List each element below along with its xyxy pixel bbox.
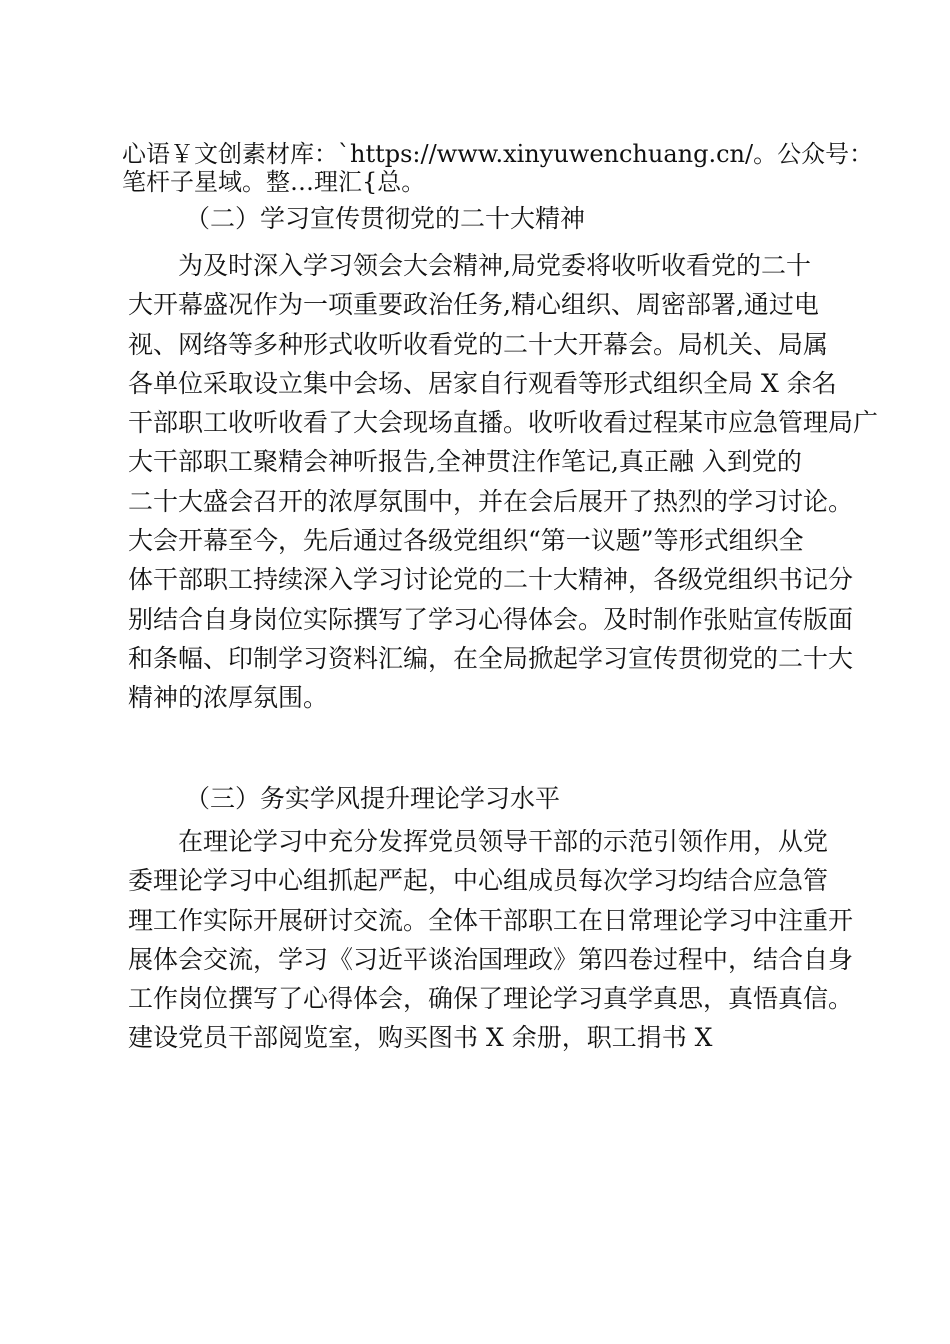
paragraph-line: 在理论学习中充分发挥党员领导干部的示范引领作用，从党 bbox=[178, 827, 829, 856]
section-2-paragraph bbox=[128, 246, 879, 718]
paragraph-line: 展体会交流，学习《习近平谈治国理政》第四卷过程中，结合自身 bbox=[128, 944, 854, 974]
paragraph-line: 理工作实际开展研讨交流。全体干部职工在日常理论学习中注重开 bbox=[128, 905, 854, 935]
source-header bbox=[122, 140, 882, 196]
paragraph-line: 大干部职工聚精会神听报告,全神贯注作笔记,真正融 入到党的 bbox=[128, 447, 802, 477]
paragraph-line: 视、网络等多种形式收听收看党的二十大开幕会。局机关、局属 bbox=[128, 329, 829, 359]
paragraph-line: 大开幕盛况作为一项重要政治任务,精心组织、周密部署,通过电 bbox=[128, 290, 819, 320]
paragraph-line: 体干部职工持续深入学习讨论党的二十大精神，各级党组织书记分 bbox=[128, 565, 854, 595]
section-heading-3: （三）务实学风提升理论学习水平 bbox=[185, 784, 561, 813]
paragraph-line: 大会开幕至今，先后通过各级党组织“第一议题”等形式组织全 bbox=[128, 526, 804, 556]
paragraph-line: 建设党员干部阅览室，购买图书 X 余册，职工捐书 X bbox=[128, 1023, 713, 1053]
section-3-paragraph bbox=[128, 822, 854, 1058]
paragraph-line: 和条幅、印制学习资料汇编，在全局掀起学习宣传贯彻党的二十大 bbox=[128, 643, 854, 673]
header-line: 笔杆子星域。整…理汇{总。 bbox=[122, 168, 426, 196]
paragraph-line: 委理论学习中心组抓起严起，中心组成员每次学习均结合应急管 bbox=[128, 866, 829, 896]
paragraph-line: 干部职工收听收看了大会现场直播。收听收看过程某市应急管理局广 bbox=[128, 408, 879, 438]
paragraph-line: 工作岗位撰写了心得体会，确保了理论学习真学真思，真悟真信。 bbox=[128, 984, 854, 1014]
paragraph-line: 各单位采取设立集中会场、居家自行观看等形式组织全局 X 余名 bbox=[128, 368, 837, 398]
paragraph-line: 二十大盛会召开的浓厚氛围中，并在会后展开了热烈的学习讨论。 bbox=[128, 486, 854, 516]
section-heading-2: （二）学习宣传贯彻党的二十大精神 bbox=[185, 204, 586, 233]
paragraph-line: 为及时深入学习领会大会精神,局党委将收听收看党的二十 bbox=[178, 251, 811, 280]
header-line: 心语￥文创素材库：`https://www.xinyuwenchuang.cn/。公众号： bbox=[122, 140, 874, 168]
paragraph-line: 精神的浓厚氛围。 bbox=[128, 683, 329, 713]
paragraph-line: 别结合自身岗位实际撰写了学习心得体会。及时制作张贴宣传版面 bbox=[128, 604, 854, 634]
